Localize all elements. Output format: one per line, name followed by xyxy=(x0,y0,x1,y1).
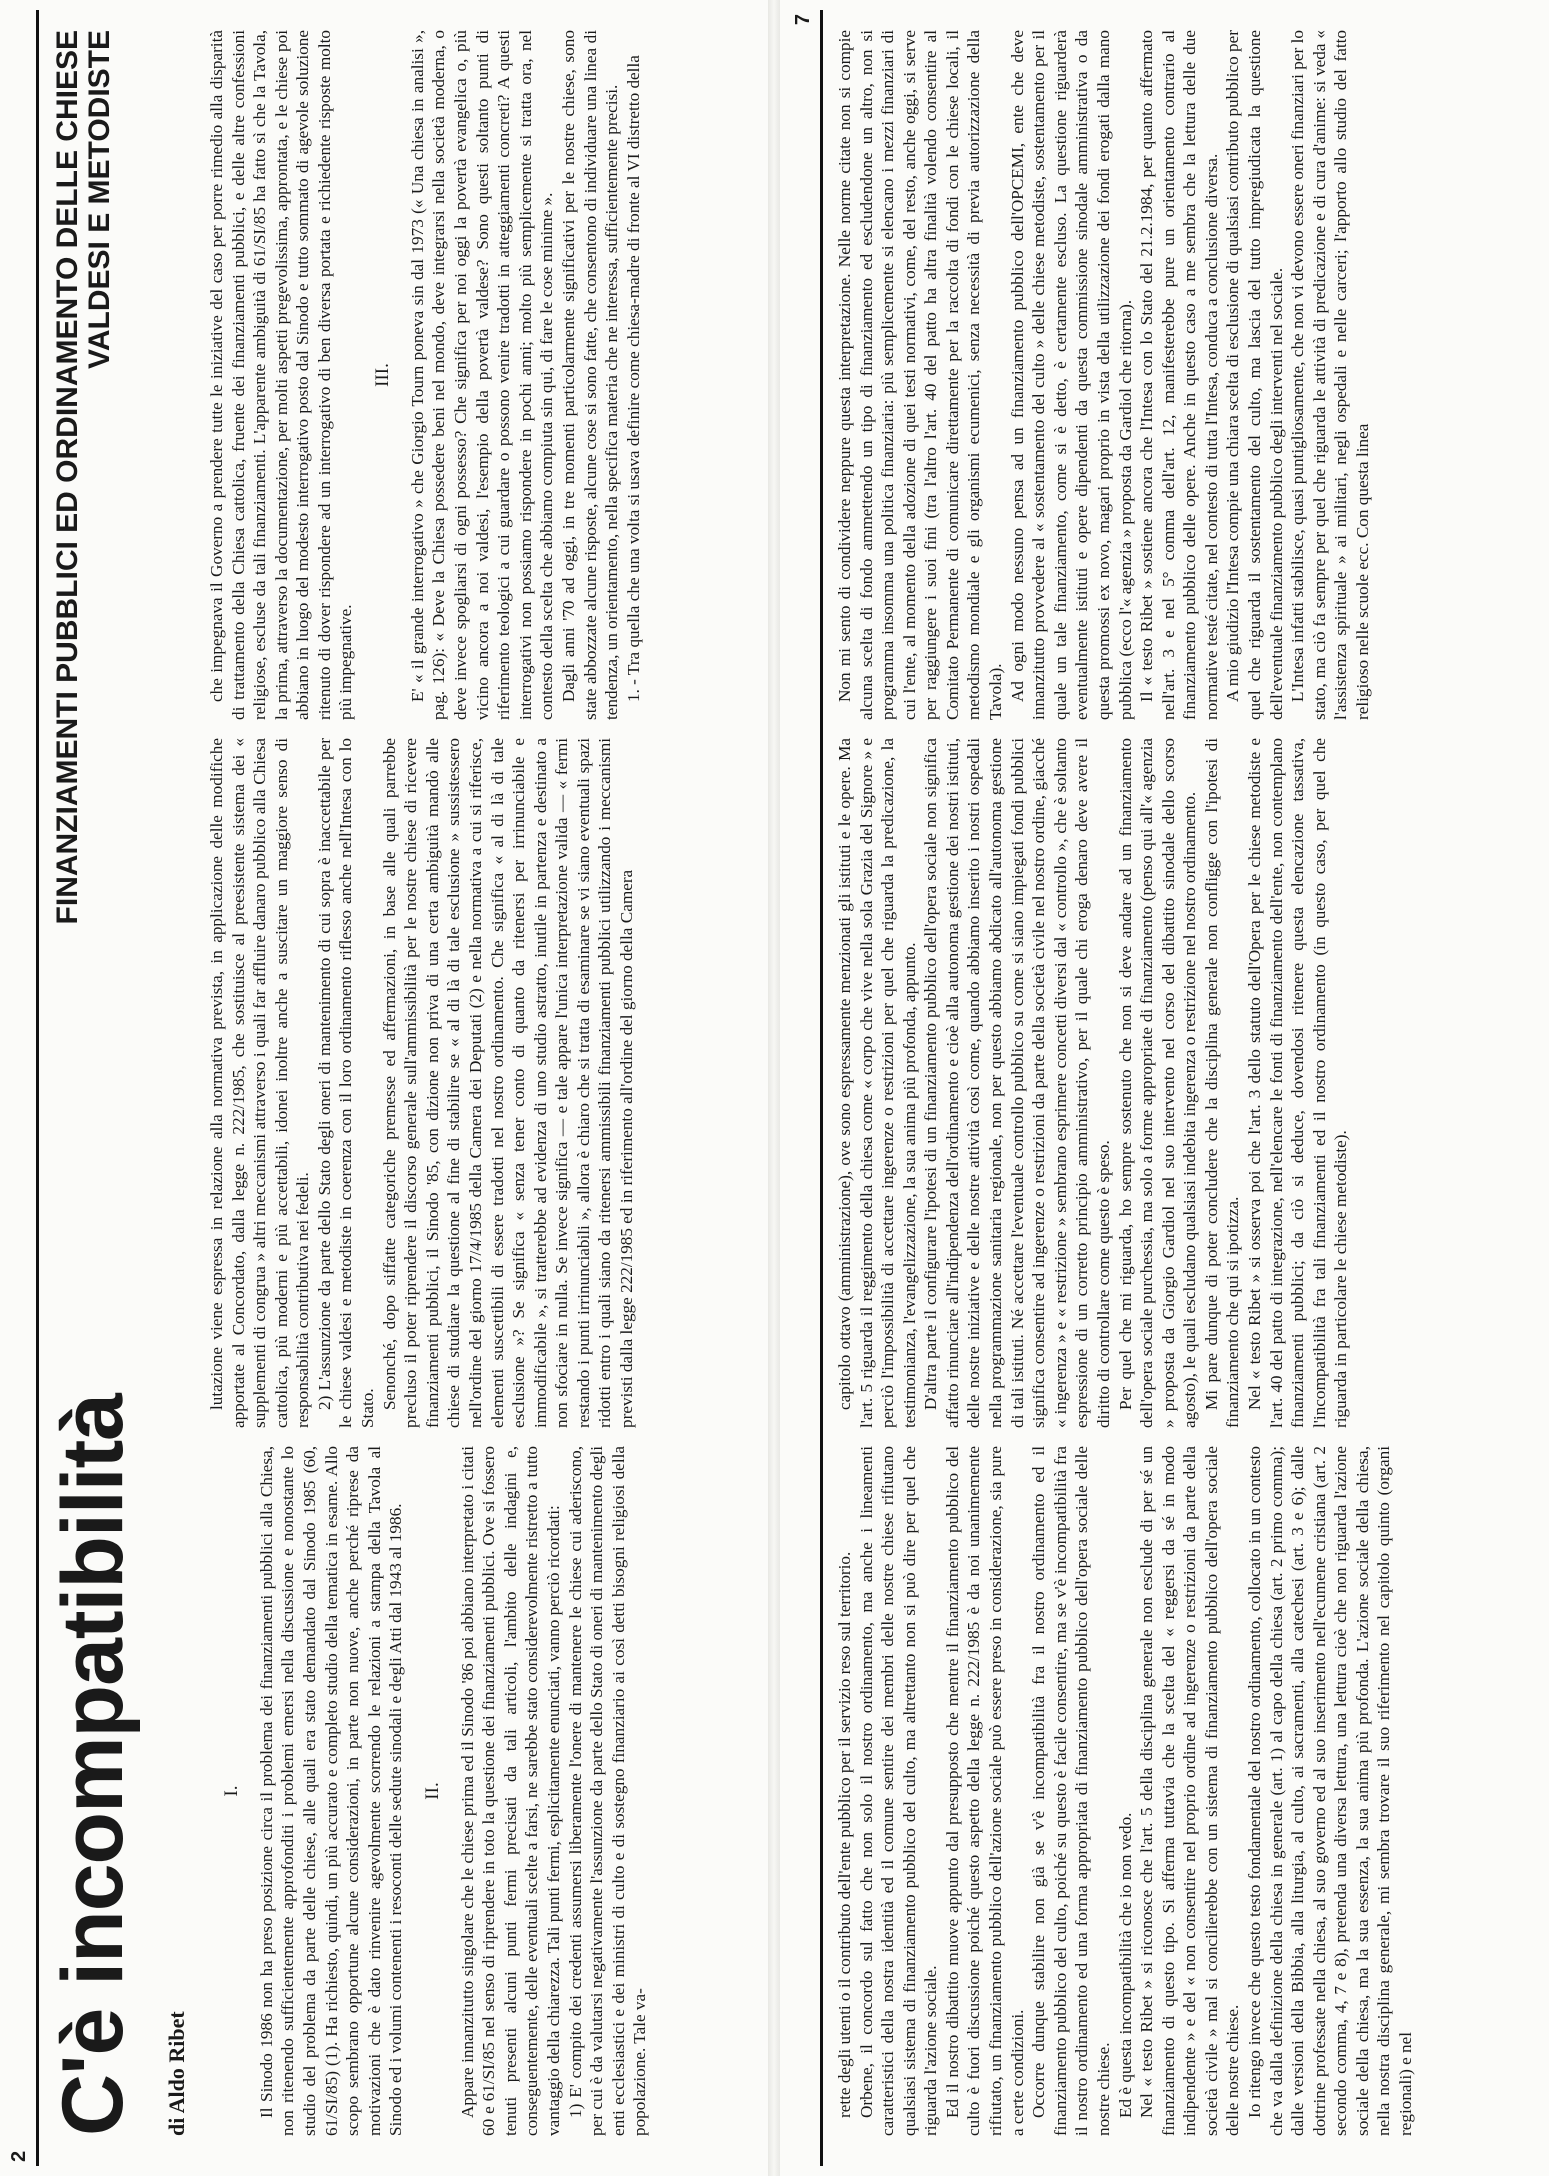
page-number: 7 xyxy=(792,14,814,26)
text-column xyxy=(834,738,1518,1428)
paragraph: E' « il grande interrogativo » che Giorgio Tourn poneva sin dal 1973 (« Una chiesa in analisi », pag. 126): « Deve la Chiesa possedere beni nel mondo, deve integrarsi nella società moderna, o deve invece spogliarsi di ogni possesso? Che significa per noi oggi la povertà evangelica o, più vicino ancora a noi valdesi, l'esempio della povertà valdese? Sono questi soltanto punti di riferimento teologici a cui guardare o possono venire tradotti in atteggiamenti concreti? A questi interrogativi non possiamo rispondere in pochi anni; molto più semplicemente si tratta ora, nel contesto della scelta che abbiamo compiuta sin qui, di fare le cose minime ». xyxy=(407,30,557,720)
text-column xyxy=(834,1446,1518,2136)
text-column xyxy=(206,1446,734,2136)
left-page xyxy=(0,0,760,2176)
paragraph: Occorre dunque stabilire non già se v'è incompatibilità fra il nostro ordinamento ed il finanziamento pubblico del culto, poiché su questo è facile consentire, ma se v'è incompatibilità fra il nostro ordinamento ed una forma appropriata di finanziamento pubblico dell'opera sociale delle nostre chiese. xyxy=(1029,1446,1113,2136)
paragraph: 2) L'assunzione da parte dello Stato degli oneri di mantenimento di cui sopra è inaccettabile per le chiese valdesi e metodiste in coerenza con il loro ordinamento riflesso anche nell'Intesa con lo Stato. xyxy=(314,738,378,1428)
page-number: 2 xyxy=(8,2150,30,2162)
right-page xyxy=(784,0,1544,2176)
paragraph: Per quel che mi riguarda, ho sempre sostenuto che non si deve andare ad un finanziamento dell'opera sociale purchessia, ma solo a forme appropriate di finanziamento (penso qui all'« agenzia » proposta da Giorgio Gardiol nel suo intervento nel corso del dibattito sinodale dello scorso agosto), le quali escludano qualsiasi indebita ingerenza o restrizione nel nostro ordinamento. xyxy=(1115,738,1200,1428)
article-kicker: FINANZIAMENTI PUBBLICI ED ORDINAMENTO DELLE CHIESE VALDESI E METODISTE xyxy=(51,30,117,925)
paragraph: Nel « testo Ribet » si osserva poi che l'art. 3 dello statuto dell'Opera per le chiese metodiste e l'art. 40 del patto di integrazione, nell'elencare le fonti di finanziamento dell'ente, non contemplano finanziamenti pubblici; da ciò si deduce, dovendosi ritenere questa elencazione tassativa, l'incompatibilità fra tali finanziamenti ed il nostro ordinamento (in questo caso, per quel che riguarda in particolare le chiese metodiste). xyxy=(1244,738,1351,1428)
text-column xyxy=(206,30,734,720)
text-column xyxy=(834,30,1518,720)
paragraph: L'Intesa infatti stabilisce, quasi puntigliosamente, che non vi devono essere oneri finanziari per lo stato, ma ciò fa sempre per quel che riguarda le attività di predicazione e di cura d'anime: si veda « l'assistenza spirituale » ai militari, negli ospedali e nelle carceri; l'apporto allo studio del fatto religioso nelle scuole ecc. Con questa linea xyxy=(1288,30,1372,720)
paragraph: capitolo ottavo (amministrazione), ove sono espressamente menzionati gli istituti e le opere. Ma l'art. 5 riguarda il reggimento della chiesa come « corpo che vive nella sola Grazia del Signore » e perciò l'impossibilità di accettare ingerenze o restrizioni per quel che riguarda la predicazione, la testimonianza, l'evangelizzazione, la sua anima più profonda, appunto. xyxy=(835,738,919,1428)
article-byline: di Aldo Ribet xyxy=(164,2011,189,2136)
paragraph: Ed il nostro dibattito muove appunto dal presupposto che mentre il finanziamento pubblico del culto è fuori discussione poiché questo aspetto della legge n. 222/1985 è da noi unanimemente rifiutato, un finanziamento pubblico dell'azione sociale può essere preso in considerazione, sia pure a certe condizioni. xyxy=(942,1446,1027,2136)
paragraph: 1. - Tra quella che una volta si usava definire come chiesa-madre di fronte al VI distretto della xyxy=(623,55,643,702)
paragraph: Non mi sento di condividere neppure questa interpretazione. Nelle norme citate non si compie alcuna scelta di fondo ammettendo un tipo di finanziamento ed escludendone un altro, non si programma insomma una politica finanziaria: più semplicemente si elencano i mezzi finanziari di cui l'ente, al momento della adozione di quei testi normativi, come, del resto, anche oggi, si serve per raggiungere i suoi fini (tra l'altro l'art. 40 del patto ha altra finalità volendo consentire al Comitato Permanente di comunicare direttamente per la raccolta di fondi con le chiese locali, il metodismo mondiale e gli organismi ecumenici, senza necessità di previa autorizzazione della Tavola). xyxy=(835,30,1006,720)
paragraph: Appare innanzitutto singolare che le chiese prima ed il Sinodo '86 poi abbiano interpretato i citati 60 e 61/SI/85 nel senso di riprendere in toto la questione dei finanziamenti pubblici. Ove si fossero tenuti presenti alcuni punti fermi precisati da tali articoli, l'ambito delle indagini e, conseguentemente, delle eventuali scelte a farsi, ne sarebbe stato considerevolmente ristretto a tutto vantaggio della chiarezza. Tali punti fermi, esplicitamente enunciati, vanno perciò ricordati: xyxy=(457,1446,564,2136)
section-heading: II. xyxy=(421,1782,443,1800)
paragraph: rette degli utenti o il contributo dell'ente pubblico per il servizio reso sul territorio. xyxy=(835,1551,854,2118)
paragraph: Orbene, il concordo sul fatto che non solo il nostro ordinamento, ma anche i lineamenti caratteristici della nostra identità ed il comune sentire dei membri delle nostre chiese rifiutano qualsiasi sistema di finanziamento pubblico del culto, ma altrettanto non si può dire per quel che riguarda l'azione sociale. xyxy=(856,1446,941,2136)
paragraph: 1) E' compito dei credenti assumersi liberamente l'onere di mantenere le chiese cui aderiscono, per cui è da valutarsi negativamente l'assunzione da parte dello Stato di oneri di mantenimento degli enti ecclesiastici e dei ministri di culto e di sostegno finanziario ai così detti bisogni religiosi della popolazione. Tale va- xyxy=(565,1446,650,2136)
paragraph: Ad ogni modo nessuno pensa ad un finanziamento pubblico dell'OPCEMI, ente che deve innanzitutto provvedere al « sostentamento del culto » delle chiese metodiste, sostentamento per il quale un tale finanziamento, come si è detto, è certamente escluso. La questione riguarderà eventualmente istituti e opere dipendenti da questa commissione sinodale amministrativa o da questa promossi ex novo, magari proprio in vista della utilizzazione dei fondi erogati dalla mano pubblica (ecco l'« agenzia » proposta da Gardiol che ritorna). xyxy=(1007,30,1135,720)
paragraph: lutazione viene espressa in relazione alla normativa prevista, in applicazione delle modifiche apportate al Concordato, dalla legge n. 222/1985, che sostituisce al preesistente sistema dei « supplementi di congrua » altri meccanismi attraverso i quali far affluire danaro pubblico alla Chiesa cattolica, più moderni e più accettabili, idonei inoltre anche a suscitare un maggiore senso di responsabilità contributiva nei fedeli. xyxy=(207,738,313,1428)
paragraph: Mi pare dunque di poter concludere che la disciplina generale non confligge con l'ipotesi di finanziamento che qui si ipotizza. xyxy=(1201,738,1243,1428)
article-title: C'è incompatibilità xyxy=(45,1393,141,2136)
paragraph: che impegnava il Governo a prendere tutte le iniziative del caso per porre rimedio alla disparità di trattamento della Chiesa cattolica, fruente dei finanziamenti pubblici, e delle altre confessioni religiose, escluse da tali finanziamenti. L'apparente ambiguità di 61/SI/85 ha fatto sì che la Tavola, la prima, attraverso la documentazione, per molti aspetti pregevolissima, approntata, e le chiese poi abbiano in luogo del modesto interrogativo posto dal Sinodo e tutto sommato di agevole soluzione ritenuto di dover rispondere ad un interrogativo di ben diversa portata e richiedente risposte molto più impegnative. xyxy=(207,30,356,720)
paragraph: D'altra parte il configurare l'ipotesi di un finanziamento pubblico dell'opera sociale non significa affatto rinunciare all'indipendenza dell'ordinamento e cioè alla autonoma gestione dei nostri istituti, delle nostre iniziative e delle nostre attività così come, quando abbiamo inserito i nostri ospedali nella programmazione sanitaria regionale, non per questo abbiamo abdicato all'autonoma gestione di tali istituti. Né accettare l'eventuale controllo pubblico su come si siano impiegati fondi pubblici significa consentire ad ingerenze o restrizioni da parte della società civile nel nostro ordine, giacché « ingerenza » e « restrizione » sembrano esprimere concetti diversi dal « controllo », che è soltanto espressione di un corretto principio amministrativo, per il quale chi eroga denaro deve avere il diritto di controllare come questo è speso. xyxy=(921,738,1113,1428)
section-heading: I. xyxy=(221,1785,242,1797)
page-gutter xyxy=(768,0,780,2176)
header-rule xyxy=(36,10,39,2166)
paragraph: Il Sinodo 1986 non ha preso posizione circa il problema dei finanziamenti pubblici alla Chiesa, non ritenendo sufficientemente approfonditi i problemi emersi nella discussione e nonostante lo studio del problema da parte delle chiese, alle quali era stato demandato dal Sinodo 1985 (60, 61/SI/85) (1). Ha richiesto, quindi, un più accurato e completo studio della tematica in esame. Allo scopo sembrano opportune alcune considerazioni, in parte non nuove, anche perché riprese da motivazioni che è dato rinvenire agevolmente scorrendo le relazioni a stampa della Tavola al Sinodo ed i volumi contenenti i resoconti delle sedute sinodali e degli Atti dal 1943 al 1986. xyxy=(256,1446,406,2136)
paragraph: Ed è questa incompatibilità che io non vedo. xyxy=(1115,1812,1135,2118)
text-columns xyxy=(834,30,1518,2136)
paragraph: Dagli anni '70 ad oggi, in tre momenti particolarmente significativi per le nostre chiese, sono state abbozzate alcune risposte, alcune cose si sono fatte, che consentono di individuare una linea di tendenza, un orientamento, nella specifica materia che ne interessa, sufficientemente precisi. xyxy=(558,30,622,720)
header-rule xyxy=(820,10,823,2166)
text-columns xyxy=(206,30,734,2136)
paragraph: Io ritengo invece che questo testo fondamentale del nostro ordinamento, collocato in un contesto che va dalla definizione della chiesa in generale (art. 1) al capo della chiesa (art. 2 primo comma); dalle versioni della Bibbia, alla liturgia, al culto, ai sacramenti, alla catechesi (art. 3 e 6); dalle dottrine professate nella chiesa, al suo governo ed al suo inserimento nell'ecumene cristiana (art. 2 secondo comma, 4, 7 e 8), pretenda una diversa lettura, una lettura cioè che non riguarda l'azione sociale della chiesa, ma la sua essenza, la sua anima più profonda. L'azione sociale della chiesa, nella nostra disciplina generale, mi sembra trovare il suo riferimento nel capitolo quinto (organi regionali) e nel xyxy=(1244,1446,1416,2136)
text-column xyxy=(206,738,734,1428)
section-heading: III. xyxy=(372,363,394,387)
paragraph: A mio giudizio l'Intesa compie una chiara scelta di esclusione di qualsiasi contributo pubblico per quel che riguarda il sostentamento del culto, ma lascia del tutto impregiudicata la questione dell'eventuale finanziamento pubblico degli interventi nel sociale. xyxy=(1223,30,1286,720)
paragraph: Nel « testo Ribet » si riconosce che l'art. 5 della disciplina generale non esclude di per sé un finanziamento di questo tipo. Si afferma tuttavia che la scelta del « reggersi da sé in modo indipendente » e del « non consentire nel proprio ordine ad ingerenze o restrizioni da parte della società civile » mal si concilierebbe con un sistema di finanziamento pubblico dell'opera sociale delle nostre chiese. xyxy=(1137,1446,1243,2136)
paragraph: Senonché, dopo siffatte categoriche premesse ed affermazioni, in base alle quali parrebbe precluso il poter riprendere il discorso generale sull'ammissibilità per le nostre chiese di ricevere finanziamenti pubblici, il Sinodo '85, con dizione non priva di una certa ambiguità mandò alle chiese di studiare la questione al fine di stabilire se « al di là di tale esclusione » sussistessero nell'ordine del giorno 17/4/1985 della Camera dei Deputati (2) e nella normativa a cui si riferisce, elementi suscettibili di essere tradotti nel nostro ordinamento. Che significa « al di là di tale esclusione »? Se significa « senza tener conto di quanto da ritenersi per irrinunciabile e immodificabile », si tratterebbe ad evidenza di uno studio astratto, inutile in partenza e destinato a non sfociare in nulla. Se invece significa — e tale appare l'unica interpretazione valida — « fermi restando i punti irrinunciabili », allora è chiaro che si tratta di esaminare se vi siano eventuali spazi ridotti entro i quali siano da ritenersi ammissibili finanziamenti pubblici utilizzando i meccanismi previsti dalla legge 222/1985 ed in riferimento all'ordine del giorno della Camera xyxy=(379,738,636,1428)
paragraph: Il « testo Ribet » sostiene ancora che l'Intesa con lo Stato del 21.2.1984, per quanto affermato nell'art. 3 e nel 5° comma dell'art. 12, manifesterebbe pure un orientamento contrario al finanziamento pubblico delle opere. Anche in questo caso a me sembra che la lettura delle due normative testé citate, nel contesto di tutta l'Intesa, conduca a conclusione diversa. xyxy=(1137,30,1221,720)
